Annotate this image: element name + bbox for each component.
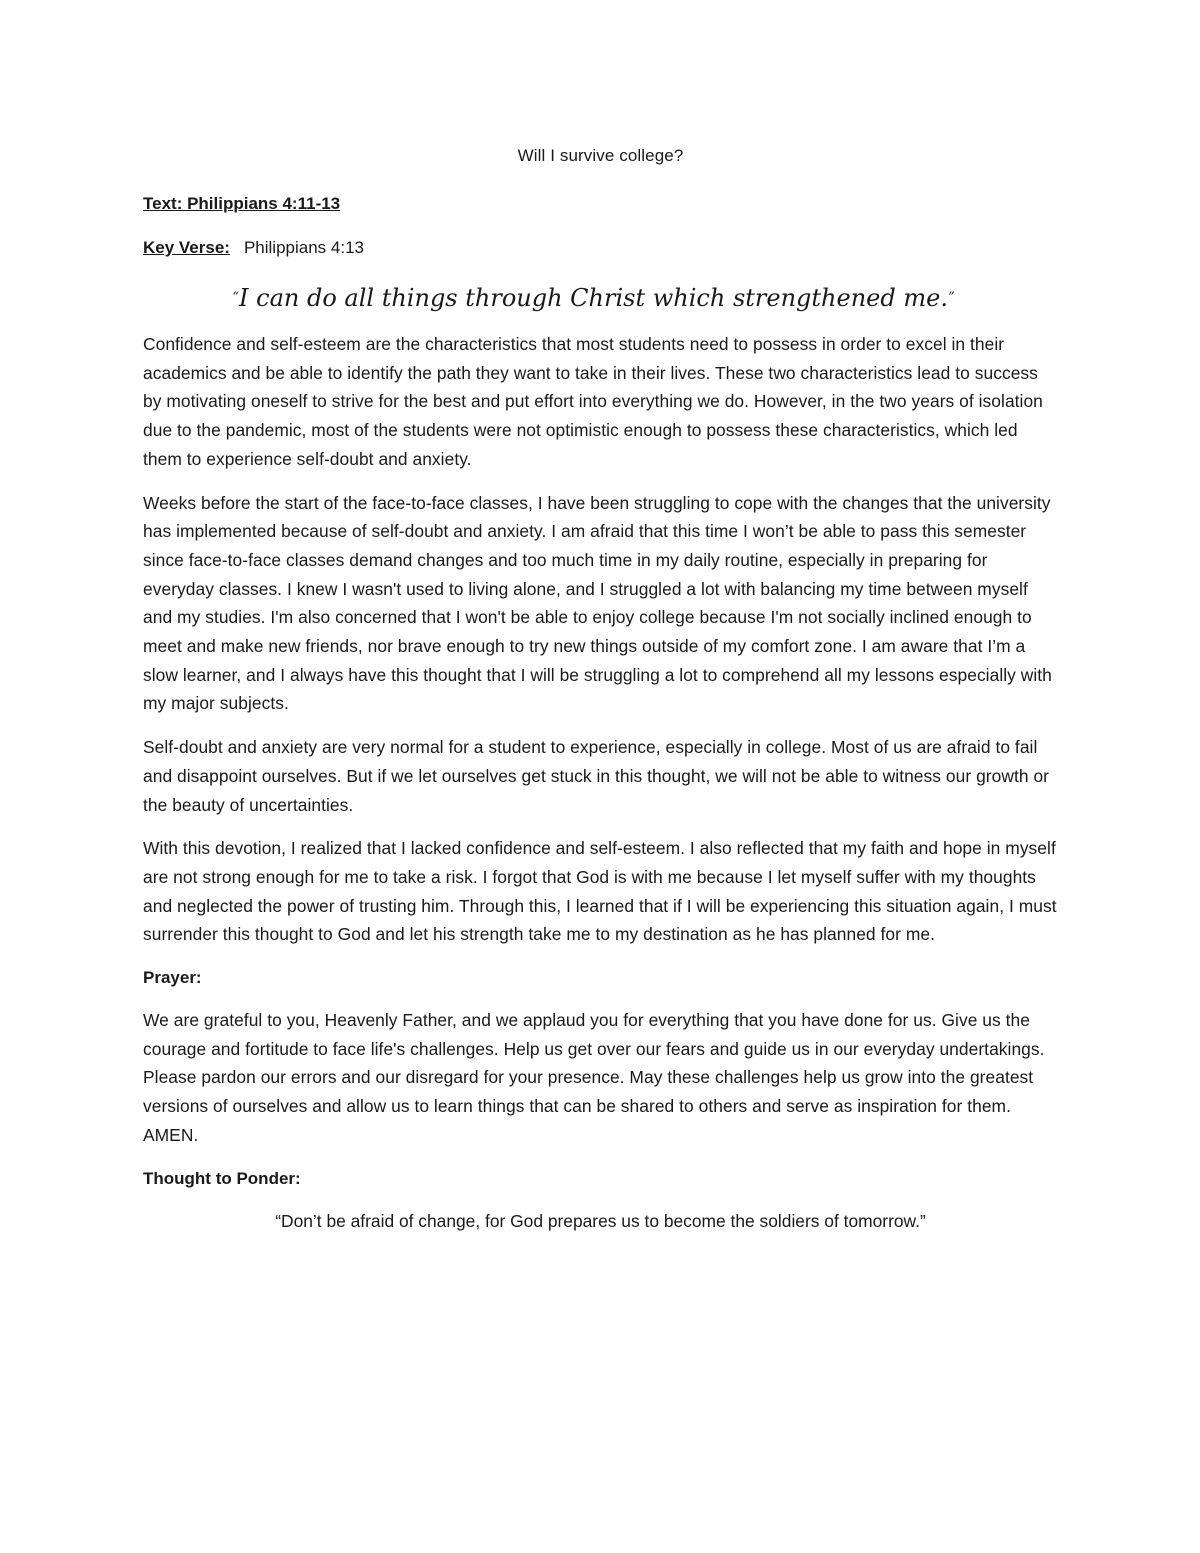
verse-text: I can do all things through Christ which strengthened me. [239,284,948,312]
paragraph-4: With this devotion, I realized that I lacked confidence and self-esteem. I also reflected that my faith and hope in myself are not strong enough for me to take a risk. I forgot that God is with me because I let myself suffer with my thoughts and neglected the power of trusting him. Through this, I learned that if I will be experiencing this situation again, I must surrender this thought to God and let his strength take me to my destination as he has planned for me. [143,838,1057,945]
thought-to-ponder-heading: Thought to Ponder: [143,1168,301,1188]
key-verse-line [143,234,1058,262]
thought-to-ponder-quote: “Don’t be afraid of change, for God prepares us to become the soldiers of tomorrow.” [275,1210,926,1231]
document-body [143,142,1058,1235]
paragraph-2: Weeks before the start of the face-to-face classes, I have been struggling to cope with the changes that the university has implemented because of self-doubt and anxiety. I am afraid that this time I won’t be able to pass this semester since face-to-face classes demand changes and too much time in my daily routine, especially in preparing for everyday classes. I knew I wasn't used to living alone, and I struggled a lot with balancing my time between myself and my studies. I'm also concerned that I won't be able to enjoy college because I'm not socially inclined enough to meet and make new friends, nor brave enough to try new things outside of my comfort zone. I am aware that I’m a slow learner, and I always have this thought that I will be struggling a lot to comprehend all my lessons especially with my major subjects. [143,492,1052,714]
prayer-heading: Prayer: [143,968,202,988]
verse-open-quote: “ [232,290,240,305]
key-verse-reference: Philippians 4:13 [243,238,364,257]
prayer-text: We are grateful to you, Heavenly Father, and we applaud you for everything that you have done for us. Give us the courage and fortitude to face life's challenges. Help us get over our fears and guide us in our everyday undertakings. Please pardon our errors and our disregard for your presence. May these challenges help us grow into the greatest versions of ourselves and allow us to learn things that can be shared to others and serve as inspiration for them. AMEN. [143,1010,1045,1145]
text-reference-line [143,190,1058,218]
paragraph-1: Confidence and self-esteem are the characteristics that most students need to possess in order to excel in their academics and be able to identify the path they want to take in their lives. These two characteristics lead to success by motivating oneself to strive for the best and put effort into everything we do. However, in the two years of isolation due to the pandemic, most of the students were not optimistic enough to possess these characteristics, which led them to experience self-doubt and anxiety. [143,334,1043,469]
paragraph-3: Self-doubt and anxiety are very normal for a student to experience, especially in college. Most of us are afraid to fail and disappoint ourselves. But if we let ourselves get stuck in this thought, we will not be able to witness our growth or the beauty of uncertainties. [143,737,1050,815]
verse-close-quote: ” [947,290,955,305]
key-verse-quote [129,282,1058,314]
text-reference-label: Text: Philippians 4:11-13 [143,194,341,213]
document-title: Will I survive college? [517,146,684,165]
key-verse-label: Key Verse: [143,238,230,257]
